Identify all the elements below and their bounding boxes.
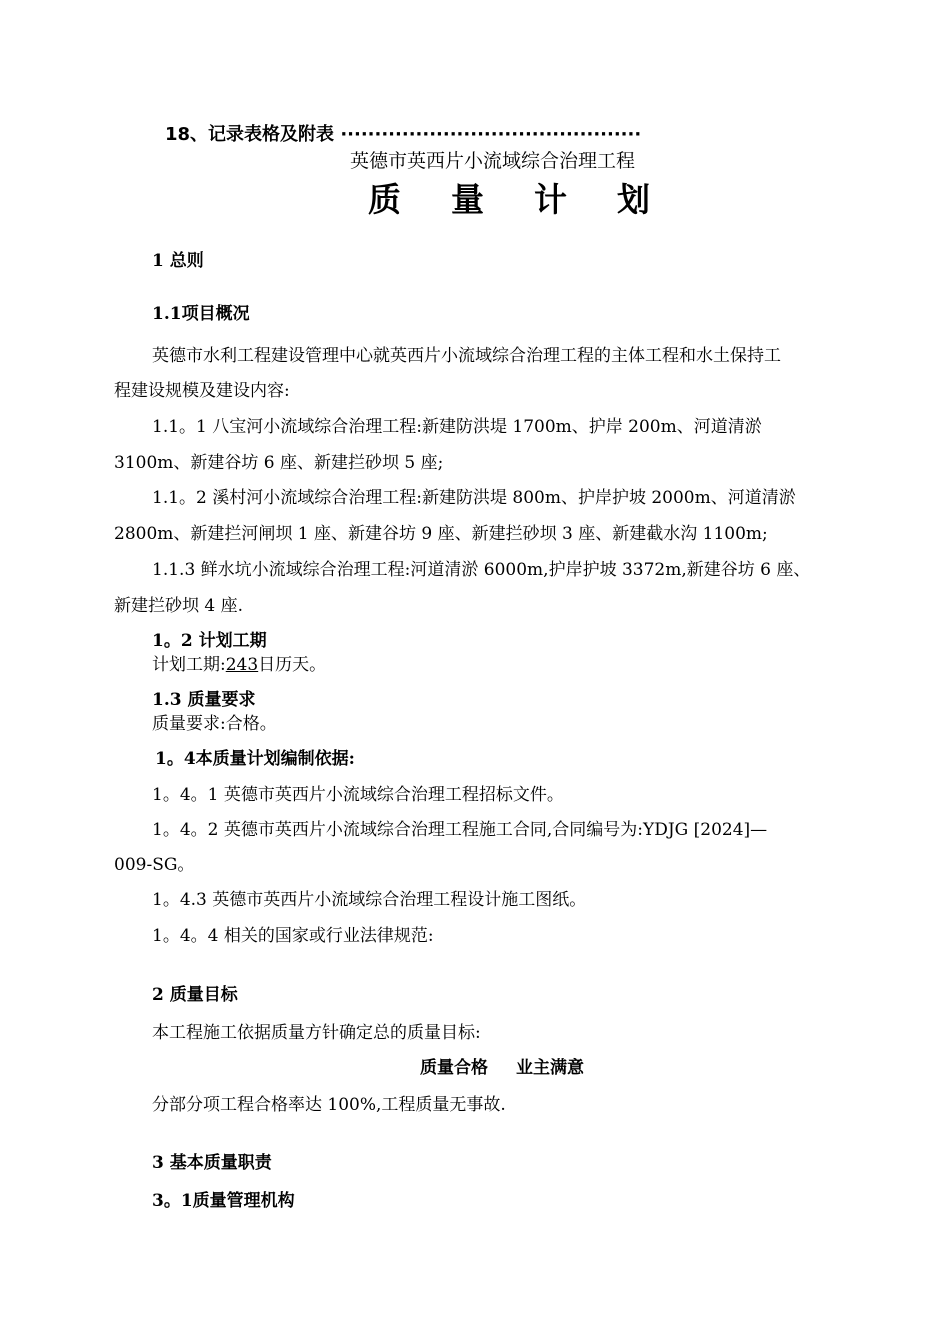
page-title: 质量计划: [368, 180, 700, 219]
goal-owner-satisfied: 业主满意: [516, 1058, 584, 1078]
quality-goal-statement: [420, 1057, 584, 1079]
item-1-1-2-line2: 2800m、新建拦河闸坝 1 座、新建谷坊 9 座、新建拦砂坝 3 座、新建截水沟 1100m;: [114, 524, 768, 544]
item-1-4-1: 1。4。1 英德市英西片小流域综合治理工程招标文件。: [152, 785, 564, 805]
section-heading-1: 1 总则: [152, 251, 204, 271]
duration-suffix: 日历天。: [258, 655, 327, 675]
quality-goal-intro: 本工程施工依据质量方针确定总的质量目标:: [152, 1023, 481, 1043]
item-1-4-2-line1: 1。4。2 英德市英西片小流域综合治理工程施工合同,合同编号为:YDJG [2024]—: [152, 820, 768, 840]
item-1-1-2-line1: 1.1。2 溪村河小流域综合治理工程:新建防洪堤 800m、护岸护坡 2000m、河道清淤: [152, 488, 796, 508]
item-1-4-3: 1。4.3 英德市英西片小流域综合治理工程设计施工图纸。: [152, 890, 587, 910]
item-1-4-2-line2: 009-SG。: [114, 855, 195, 875]
item-1-1-1-line2: 3100m、新建谷坊 6 座、新建拦砂坝 5 座;: [114, 453, 444, 473]
pass-rate-line: 分部分项工程合格率达 100%,工程质量无事故.: [152, 1095, 506, 1115]
project-title: 英德市英西片小流域综合治理工程: [350, 150, 636, 172]
section-heading-3-1: 3。1质量管理机构: [152, 1191, 295, 1211]
section-heading-1-2: 1。2 计划工期: [152, 631, 267, 651]
goal-qualified: 质量合格: [420, 1058, 488, 1078]
section-heading-1-1: 1.1项目概况: [152, 304, 250, 324]
item-1-4-4: 1。4。4 相关的国家或行业法律规范:: [152, 926, 434, 946]
item-1-1-3-line2: 新建拦砂坝 4 座.: [114, 596, 244, 616]
duration-prefix: 计划工期:: [152, 655, 226, 675]
toc-line: 18、记录表格及附表 ············································: [165, 124, 642, 145]
item-1-1-3-line1: 1.1.3 鲜水坑小流域综合治理工程:河道清淤 6000m,护岸护坡 3372m,新建谷坊 6 座、: [152, 560, 811, 580]
section-heading-2: 2 质量目标: [152, 985, 238, 1005]
duration-line: [152, 654, 326, 676]
section-heading-1-3: 1.3 质量要求: [152, 690, 256, 710]
duration-value: 243: [225, 655, 259, 675]
item-1-1-1-line1: 1.1。1 八宝河小流域综合治理工程:新建防洪堤 1700m、护岸 200m、河道清淤: [152, 417, 762, 437]
paragraph-overview-line2: 程建设规模及建设内容:: [114, 381, 290, 401]
section-heading-1-4: 1。4本质量计划编制依据:: [155, 749, 355, 769]
section-heading-3: 3 基本质量职责: [152, 1153, 272, 1173]
quality-requirement: 质量要求:合格。: [152, 714, 277, 734]
paragraph-overview-line1: 英德市水利工程建设管理中心就英西片小流域综合治理工程的主体工程和水土保持工: [152, 346, 781, 366]
